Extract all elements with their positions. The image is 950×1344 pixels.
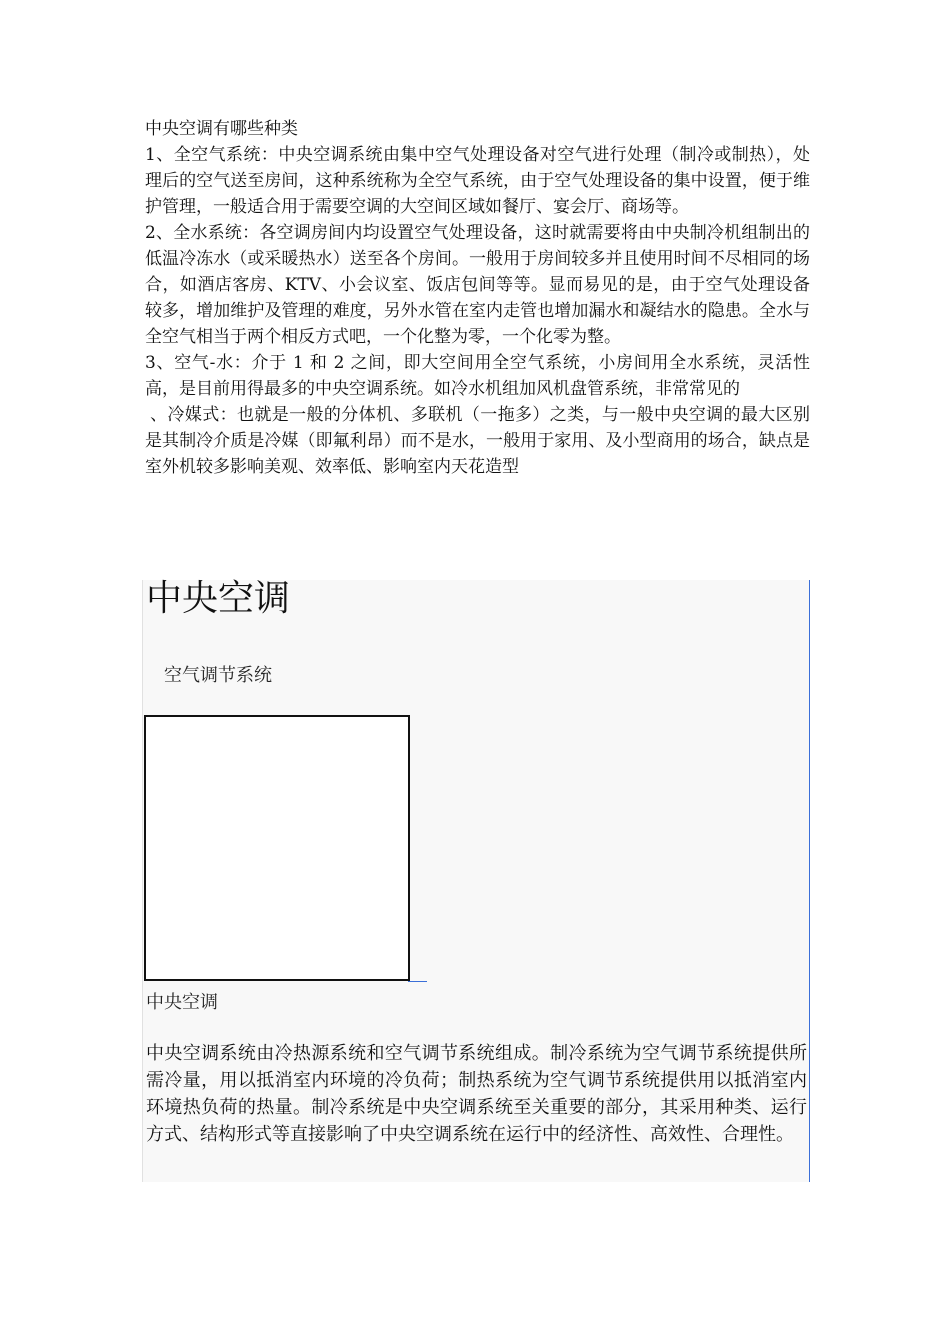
document-heading: 中央空调有哪些种类 [145, 119, 298, 139]
paragraph-all-air-system: 1、全空气系统：中央空调系统由集中空气处理设备对空气进行处理（制冷或制热），处理后的空气送至房间，这种系统称为全空气系统，由于空气处理设备的集中设置，便于维护管理，一般适合用于需要空调的大空间区域如餐厅、宴会厅、商场等。 [145, 145, 810, 217]
panel-body-text: 中央空调系统由冷热源系统和空气调节系统组成。制冷系统为空气调节系统提供所需冷量，用以抵消室内环境的冷负荷；制热系统为空气调节系统提供用以抵消室内环境热负荷的热量。制冷系统是中央空调系统至关重要的部分，其采用种类、运行方式、结构形式等直接影响了中央空调系统在运行中的经济性、高效性、合理性。 [146, 1043, 807, 1145]
encyclopedia-panel [142, 580, 810, 1182]
paragraph-refrigerant-system: 、冷媒式：也就是一般的分体机、多联机（一拖多）之类，与一般中央空调的最大区别是其制冷介质是冷媒（即氟利昂）而不是水，一般用于家用、及小型商用的场合，缺点是室外机较多影响美观、效率低、影响室内天花造型 [145, 405, 810, 477]
paragraph-all-water-system: 2、全水系统：各空调房间内均设置空气处理设备，这时就需要将由中央制冷机组制出的低温冷冻水（或采暖热水）送至各个房间。一般用于房间较多并且使用时间不尽相同的场合，如酒店客房、KTV、小会议室、饭店包间等等。显而易见的是，由于空气处理设备较多，增加维护及管理的难度，另外水管在室内走管也增加漏水和凝结水的隐患。全水与全空气相当于两个相反方式吧，一个化整为零，一个化零为整。 [145, 223, 810, 347]
document-text [145, 116, 810, 480]
image-caption: 中央空调 [146, 992, 218, 1013]
image-link-underline[interactable] [408, 981, 427, 982]
panel-title: 中央空调 [146, 578, 291, 619]
paragraph-air-water-system: 3、空气-水：介于 1 和 2 之间，即大空间用全空气系统，小房间用全水系统，灵活性高，是目前用得最多的中央空调系统。如冷水机组加风机盘管系统，非常常见的 [145, 353, 810, 399]
image-placeholder[interactable] [144, 715, 410, 981]
panel-subtitle: 空气调节系统 [164, 665, 272, 686]
